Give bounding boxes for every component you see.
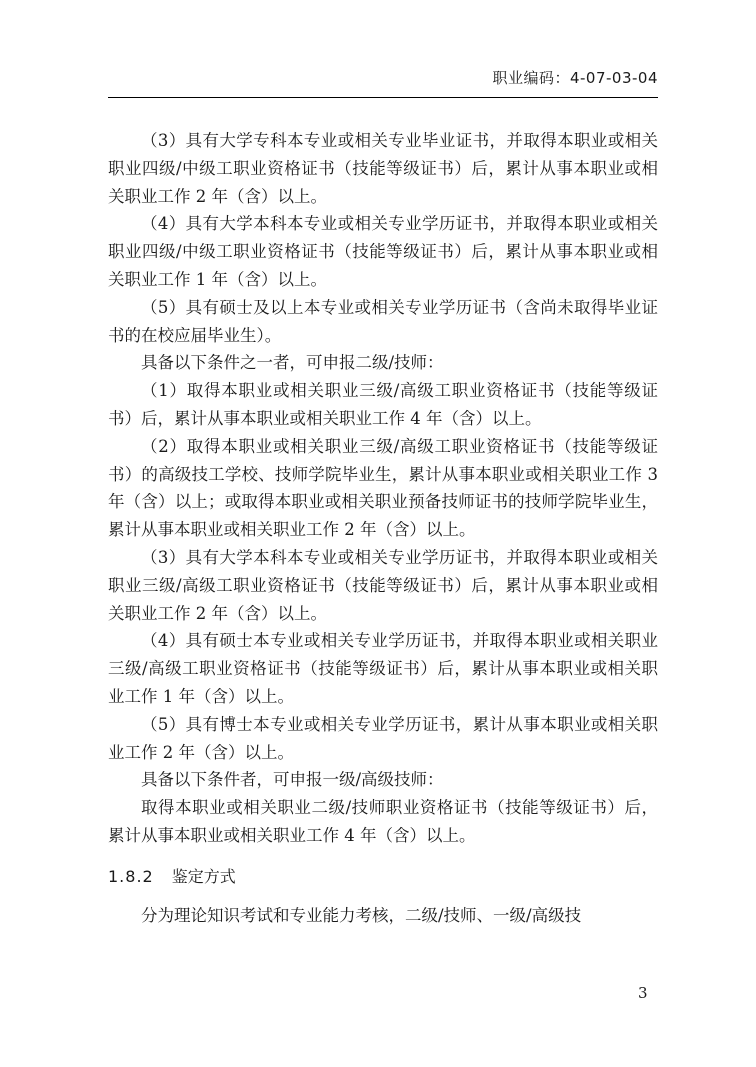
- section-heading: [108, 866, 658, 888]
- header-divider: [108, 97, 658, 98]
- paragraph: 分为理论知识考试和专业能力考核，二级/技师、一级/高级技: [141, 905, 582, 925]
- document-body: [108, 127, 658, 930]
- occupation-code: 职业编码：4-07-03-04: [492, 69, 658, 87]
- paragraph: （5）具有硕士及以上本专业或相关专业学历证书（含尚未取得毕业证书的在校应届毕业生）。: [108, 297, 658, 345]
- paragraph: （2）取得本职业或相关职业三级/高级工职业资格证书（技能等级证书）的高级技工学校、技师学院毕业生，累计从事本职业或相关职业工作 3 年（含）以上；或取得本职业或相关职业预备技师证书的技师学院毕业生，累计从事本职业或相关职业工作 2 年（含）以上。: [108, 436, 658, 540]
- section-title: 鉴定方式: [171, 866, 236, 886]
- paragraph: （3）具有大学专科本专业或相关专业毕业证书，并取得本职业或相关职业四级/中级工职业资格证书（技能等级证书）后，累计从事本职业或相关职业工作 2 年（含）以上。: [108, 131, 658, 206]
- paragraph: 具备以下条件之一者，可申报二级/技师：: [141, 353, 444, 373]
- paragraph: （5）具有博士本专业或相关专业学历证书，累计从事本职业或相关职业工作 2 年（含）以上。: [108, 714, 658, 762]
- paragraph: 具备以下条件者，可申报一级/高级技师：: [141, 770, 444, 790]
- page-number: 3: [638, 984, 648, 1002]
- paragraph: （1）取得本职业或相关职业三级/高级工职业资格证书（技能等级证书）后，累计从事本职业或相关职业工作 4 年（含）以上。: [108, 381, 658, 428]
- section-number: 1.8.2: [108, 866, 154, 886]
- paragraph: （4）具有硕士本专业或相关专业学历证书，并取得本职业或相关职业三级/高级工职业资格证书（技能等级证书）后，累计从事本职业或相关职业工作 1 年（含）以上。: [108, 631, 658, 706]
- paragraph: 取得本职业或相关职业二级/技师职业资格证书（技能等级证书）后，累计从事本职业或相关职业工作 4 年（含）以上。: [108, 798, 658, 845]
- paragraph: （3）具有大学本科本专业或相关专业学历证书，并取得本职业或相关职业三级/高级工职业资格证书（技能等级证书）后，累计从事本职业或相关职业工作 2 年（含）以上。: [108, 547, 658, 623]
- paragraph: （4）具有大学本科本专业或相关专业学历证书，并取得本职业或相关职业四级/中级工职业资格证书（技能等级证书）后，累计从事本职业或相关职业工作 1 年（含）以上。: [108, 214, 658, 289]
